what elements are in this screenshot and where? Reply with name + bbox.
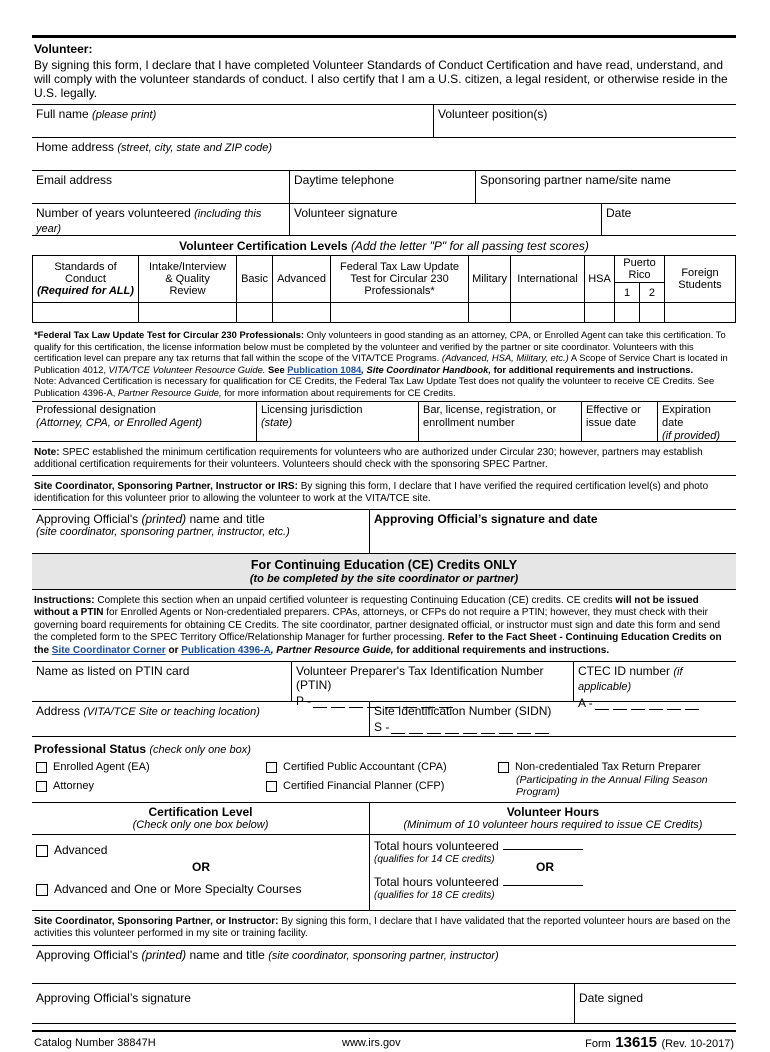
col-puerto-rico: Puerto Rico [615,256,665,283]
cfp-option[interactable] [266,780,444,793]
final-name-hint: (site coordinator, sponsoring partner, instructor) [268,949,499,962]
volunteer-signature-field[interactable] [290,204,602,235]
cpa-checkbox[interactable] [266,762,277,773]
address-sidn-row [32,702,736,737]
ce-instr-or: or [165,644,182,656]
col-basic: Basic [237,256,273,303]
years-field[interactable] [32,204,290,235]
noncred-label: Non-credentialed Tax Return Preparer [515,761,701,774]
form-label: Form [585,1037,611,1050]
intake-label: Intake/Interview & Quality Review [149,261,227,297]
jurisdiction-field[interactable] [257,402,419,441]
website[interactable]: www.irs.gov [342,1036,401,1049]
fed-note-italic3: Partner Resource Guide, [117,386,222,398]
fed-note-see: See [265,363,288,375]
volunteer-heading: Volunteer: [34,42,93,56]
address-field[interactable] [32,702,370,736]
partner-label: Sponsoring partner name/site name [480,173,671,187]
fed-note-italic1: (Advanced, HSA, Military, etc.) [441,352,569,363]
position-label: Volunteer position(s) [438,107,548,121]
site-coordinator-statement [32,476,736,510]
final-name-row [32,946,736,984]
ce-instr-bold2: will not be issued without a PTIN [34,595,699,619]
approving-signature-field[interactable] [370,510,736,553]
col-military: Military [469,256,511,303]
score-federal[interactable] [331,303,469,323]
prof-status-hint: (check only one box) [149,744,251,757]
fed-note-text2: A Scope of Service Chart is located in Publication 4012, [34,352,728,375]
cert-level-or: OR [192,860,210,875]
home-address-field[interactable] [32,138,736,170]
ptin-field[interactable] [292,662,574,709]
cert-level-title: Certification Level [148,805,253,820]
designation-field[interactable] [32,402,257,441]
full-name-hint: (please print) [92,109,157,121]
vol-hours-fields [370,835,736,910]
final-name-c: name and title [186,947,269,962]
sidn-prefix: S - [374,720,390,735]
sponsoring-partner-field[interactable] [476,171,736,203]
advanced-option[interactable] [36,843,107,857]
approving-official-row [32,510,736,554]
cert-levels-hint: (Add the letter "P" for all passing test scores) [350,239,589,253]
advanced-specialty-option[interactable] [36,882,301,896]
ea-label: Enrolled Agent (EA) [53,761,150,774]
effective-label: Effective or issue date [586,404,641,429]
col-federal [331,256,469,303]
final-signature-row [32,984,736,1024]
approving-name-a: Approving Official's [36,512,142,526]
score-intake[interactable] [139,303,237,323]
pr-col-1: 1 [615,283,640,303]
federal-label: Federal Tax Law Update Test for Circular 230 Professionals* [340,261,460,297]
foreign-label: Foreign Students [678,267,722,291]
vol-hours-title: Volunteer Hours [506,805,600,820]
spec-note-heading: Note: [34,447,60,458]
designation-label: Professional designation [36,404,156,416]
final-text: By signing this form, I declare that I have validated that the reported volunteer hours are based on the activities this volunteer performed in my site or training facility. [34,916,731,940]
cpa-option[interactable] [266,761,447,774]
form-id [585,1034,734,1052]
ce-level-hours-header [32,803,736,835]
years-label: Number of years volunteered [36,206,191,220]
volunteer-statement: By signing this form, I declare that I have completed Volunteer Standards of Conduct Certification and have read, understand, and will comply with the volunteer standards of conduct. I also certify that I am a U.S. citizen, a legal resident, or otherwise reside in the U.S. legally. [34,58,728,100]
ptin-prefix: P - [296,694,312,709]
form-13615-page [32,35,736,1052]
noncredentialed-option[interactable] [498,761,734,798]
cert-levels-title: Volunteer Certification Levels [179,239,348,253]
home-address-row [32,138,736,171]
ce-level-hours-body [32,835,736,911]
cpa-label: Certified Public Accountant (CPA) [283,761,447,774]
years-hint: (including this year) [36,208,262,235]
prof-status-label: Professional Status [34,742,147,757]
score-basic[interactable] [237,303,273,323]
col-foreign [664,256,735,303]
catalog-number: Catalog Number 38847H [34,1036,156,1049]
standards-note: (Required for ALL) [37,285,134,297]
ce-instr-bold4: , Partner Resource Guide, [270,644,394,656]
date-label: Date [606,206,632,220]
ce-instr-bold5: for additional requirements and instructions. [393,644,610,656]
ce-header [32,554,736,590]
score-standards[interactable] [33,303,139,323]
contact-row [32,171,736,204]
col-international: International [511,256,585,303]
ctec-hint: (if applicable) [578,666,683,694]
license-row [32,402,736,442]
score-pr-2[interactable] [640,303,665,323]
site-coordinator-corner-link[interactable]: Site Coordinator Corner [51,644,166,656]
advanced-label: Advanced [54,843,108,858]
designation-hint: (Attorney, CPA, or Enrolled Agent) [36,417,203,429]
score-hsa[interactable] [585,303,615,323]
volunteer-position-field[interactable] [434,105,736,137]
score-international[interactable] [511,303,585,323]
ptin-label: Volunteer Preparer's Tax Identification Number (PTIN) [296,664,544,693]
jurisdiction-hint: (state) [261,417,293,429]
approving-signature-label: Approving Official’s signature and date [374,512,598,526]
col-standards [33,256,139,303]
email-label: Email address [36,173,113,187]
approving-name-b: (printed) [141,512,187,526]
ptin-row [32,662,736,711]
advanced-specialty-checkbox[interactable] [36,884,48,896]
phone-field[interactable] [290,171,476,203]
date-signed-label: Date signed [579,990,644,1005]
ctec-label: CTEC ID number [578,664,671,679]
ctec-prefix: A - [578,696,593,711]
total2-hint: (qualifies for 18 CE credits) [374,890,495,902]
cert-levels-title-row [32,236,736,255]
approving-name-hint: (site coordinator, sponsoring partner, instructor, etc.) [36,526,290,538]
attorney-label: Attorney [53,780,94,793]
ea-option[interactable] [36,761,150,774]
advanced-specialty-label: Advanced and One or More Specialty Courses [54,882,302,897]
final-name-b: (printed) [141,947,187,962]
ce-instr-bold3: Refer to the Fact Sheet - Continuing Education Credits on the [34,632,722,656]
home-address-hint: (street, city, state and ZIP code) [117,142,273,154]
expiration-hint: (if provided) [662,430,721,442]
fed-note-text1: Only volunteers in good standing as an attorney, CPA, or Enrolled Agent can take this certification. To qualify for this certification, the license information below must be completed by the volunteer and verified by the partner or site coordinator. Volunteers with this certification level can prepare any tax returns that fall within the scope of the VITA/TCE Programs. [34,329,726,363]
email-field[interactable] [32,171,290,203]
score-pr-1[interactable] [615,303,640,323]
approving-name-field[interactable] [32,510,370,553]
score-foreign[interactable] [664,303,735,323]
sidn-label: Site Identification Number (SIDN) [374,704,552,719]
ce-instr-heading: Instructions: [34,595,95,606]
fed-note-text3: Note: Advanced Certification is necessary for qualification for CE Credits, the Federal Tax Law Update Test does not qualify the volunteer to receive CE Credits. See Publication 4396-A, [34,375,715,398]
cert-level-hint: (Check only one box below) [132,819,269,832]
cert-scores-row [33,303,736,323]
col-advanced: Advanced [273,256,331,303]
final-approving-name-field[interactable] [32,946,736,983]
vol-hours-hint: (Minimum of 10 volunteer hours required to issue CE Credits) [403,819,703,832]
fed-note-text4: for more information about requirements for CE Credits. [221,386,456,398]
publication-1084-link[interactable]: Publication 1084 [287,363,362,375]
site-coord-text: By signing this form, I declare that I have verified the required certification level(s) and photo identification for this volunteer prior to allowing the volunteer to work at the VITA/TCE site. [34,481,709,504]
ce-instr-1: Complete this section when an unpaid certified volunteer is requesting Continuing Education (CE) credits. CE credits [94,595,616,606]
ptin-name-field[interactable] [32,662,292,701]
col-intake [139,256,237,303]
final-name-a: Approving Official's [36,947,142,962]
ce-title: For Continuing Education (CE) Credits ONLY [250,558,518,572]
expiration-label: Expiration date [662,404,711,429]
expiration-date-field[interactable] [658,402,736,441]
cfp-label: Certified Financial Planner (CFP) [283,780,445,793]
total2-label: Total hours volunteered [374,875,499,890]
form-number: 13615 [615,1033,657,1051]
noncredentialed-checkbox[interactable] [498,762,509,773]
sidn-field[interactable] [370,702,736,736]
address-label: Address [36,704,81,719]
attorney-checkbox[interactable] [36,781,47,792]
final-statement [32,911,736,946]
footer [32,1030,736,1052]
site-coord-heading: Site Coordinator, Sponsoring Partner, Instructor or IRS: [34,481,298,492]
vol-hours-header [370,803,736,834]
bar-license-label: Bar, license, registration, or enrollment number [423,404,557,429]
jurisdiction-label: Licensing jurisdiction [261,404,363,416]
date-signed-field[interactable] [575,984,736,1023]
fed-note-requirements: for additional requirements and instructions. [490,363,694,375]
professional-status-block [32,737,736,803]
fed-note-italic2: VITA/TCE Volunteer Resource Guide. [108,363,266,375]
score-military[interactable] [469,303,511,323]
federal-note [32,323,736,402]
advanced-checkbox[interactable] [36,845,48,857]
cert-level-options [32,835,370,910]
ce-instructions [32,590,736,662]
pr-col-2: 2 [640,283,665,303]
years-signature-row [32,204,736,236]
publication-4396a-link[interactable]: Publication 4396-A [181,644,271,656]
final-signature-label: Approving Official’s signature [36,990,191,1005]
volunteer-statement-block [32,38,736,104]
spec-note [32,442,736,476]
final-signature-field[interactable] [32,984,575,1023]
approving-name-c: name and title [186,512,265,526]
full-name-field[interactable] [32,105,434,137]
total-hours-18[interactable] [374,875,583,902]
total1-hint: (qualifies for 14 CE credits) [374,854,495,866]
ce-subtitle: (to be completed by the site coordinator or partner) [249,573,519,585]
ptin-name-label: Name as listed on PTIN card [36,664,190,679]
score-advanced[interactable] [273,303,331,323]
cert-level-header [32,803,370,834]
date-field[interactable] [602,204,736,235]
cert-levels-table [32,255,736,323]
fed-note-heading: *Federal Tax Law Update Test for Circular 230 Professionals: [34,329,305,340]
col-hsa: HSA [585,256,615,303]
ea-checkbox[interactable] [36,762,47,773]
form-revision: (Rev. 10-2017) [661,1037,734,1050]
fed-note-handbook: , Site Coordinator Handbook, [361,363,491,375]
attorney-option[interactable] [36,780,94,793]
effective-date-field[interactable] [582,402,658,441]
final-heading: Site Coordinator, Sponsoring Partner, or Instructor: [34,916,279,928]
bar-license-field[interactable] [419,402,582,441]
noncred-hint: (Participating in the Annual Filing Season Program) [516,774,708,799]
name-row [32,105,736,138]
signature-label: Volunteer signature [294,206,398,220]
home-address-label: Home address [36,140,115,154]
cfp-checkbox[interactable] [266,781,277,792]
ctec-field[interactable] [574,662,736,711]
vol-hours-or: OR [536,860,554,875]
phone-label: Daytime telephone [294,173,395,187]
ce-instr-2: for Enrolled Agents or Non-credentialed preparers. CPAs, attorneys, or CFPs do not require a PTIN; however, they must check with their governing board requirements for obtaining CE Credits. The site coordinator, partner designated official, or instructor must sign and date this form and send the completed form to the SPEC Territory Office/Relationship Manager for further processing. [34,607,721,644]
standards-label: Standards of Conduct [54,261,117,285]
total1-label: Total hours volunteered [374,839,499,854]
full-name-label: Full name [36,107,89,121]
address-hint: (VITA/TCE Site or teaching location) [83,706,260,719]
spec-note-text: SPEC established the minimum certification requirements for volunteers who are authorized under Circular 230; however, partners may establish additional certification requirements for their volunteers. Volunteers should check with the sponsoring SPEC Partner. [34,447,703,470]
